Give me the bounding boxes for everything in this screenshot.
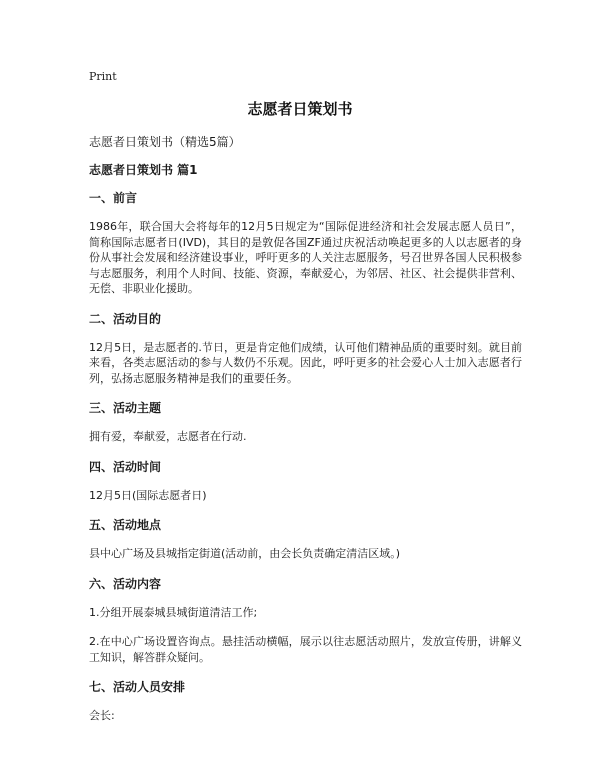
- section-paragraph: 12月5日，是志愿者的.节日，更是肯定他们成绩，认可他们精神品质的重要时刻。就目前来看，各类志愿活动的参与人数仍不乐观。因此，呼吁更多的社会爱心人士加入志愿者行列，弘扬志愿服务精神是我们的重要任务。: [89, 340, 522, 385]
- section-heading: 二、活动目的: [89, 311, 162, 326]
- section-paragraph: 县中心广场及县城指定街道(活动前，由会长负责确定清洁区域。): [89, 547, 401, 560]
- section-heading: 七、活动人员安排: [89, 680, 186, 694]
- section-location: [89, 517, 522, 562]
- section-heading: 五、活动地点: [89, 518, 162, 532]
- section-paragraph: 会长:: [89, 709, 115, 722]
- section-heading: 一、前言: [89, 191, 138, 205]
- section-time: [89, 459, 522, 504]
- document-body: [89, 134, 522, 738]
- section-heading: 六、活动内容: [89, 576, 162, 591]
- print-link[interactable]: Print: [89, 70, 117, 83]
- section-preface: [89, 190, 522, 297]
- section-content: [89, 576, 522, 666]
- chapter-heading: 志愿者日策划书 篇1: [89, 163, 198, 177]
- section-theme: [89, 400, 522, 445]
- section-paragraph: 1986年，联合国大会将每年的12月5日规定为“国际促进经济和社会发展志愿人员日”，简称国际志愿者日(IVD)，其目的是敦促各国ZF通过庆祝活动唤起更多的人以志愿者的身份从事社会发展和经济建设事业，呼吁更多的人关注志愿服务，号召世界各国人民积极参与志愿服务，利用个人时间、技能、资源，奉献爱心，为邻居、社区、社会提供非营利、无偿、非职业化援助。: [89, 220, 522, 295]
- section-purpose: [89, 311, 522, 387]
- section-paragraph: 2.在中心广场设置咨询点。悬挂活动横幅，展示以往志愿活动照片，发放宣传册，讲解义工知识，解答群众疑问。: [89, 635, 522, 664]
- section-heading: 四、活动时间: [89, 459, 162, 474]
- section-paragraph: 12月5日(国际志愿者日): [89, 488, 207, 502]
- document-title: 志愿者日策划书: [247, 100, 353, 118]
- section-paragraph: 拥有爱，奉献爱，志愿者在行动.: [89, 430, 247, 443]
- section-staffing: [89, 679, 522, 724]
- section-heading: 三、活动主题: [89, 401, 162, 415]
- document-subtitle: 志愿者日策划书（精选5篇）: [89, 135, 241, 149]
- section-paragraph: 1.分组开展泰城县城街道清洁工作;: [89, 605, 258, 619]
